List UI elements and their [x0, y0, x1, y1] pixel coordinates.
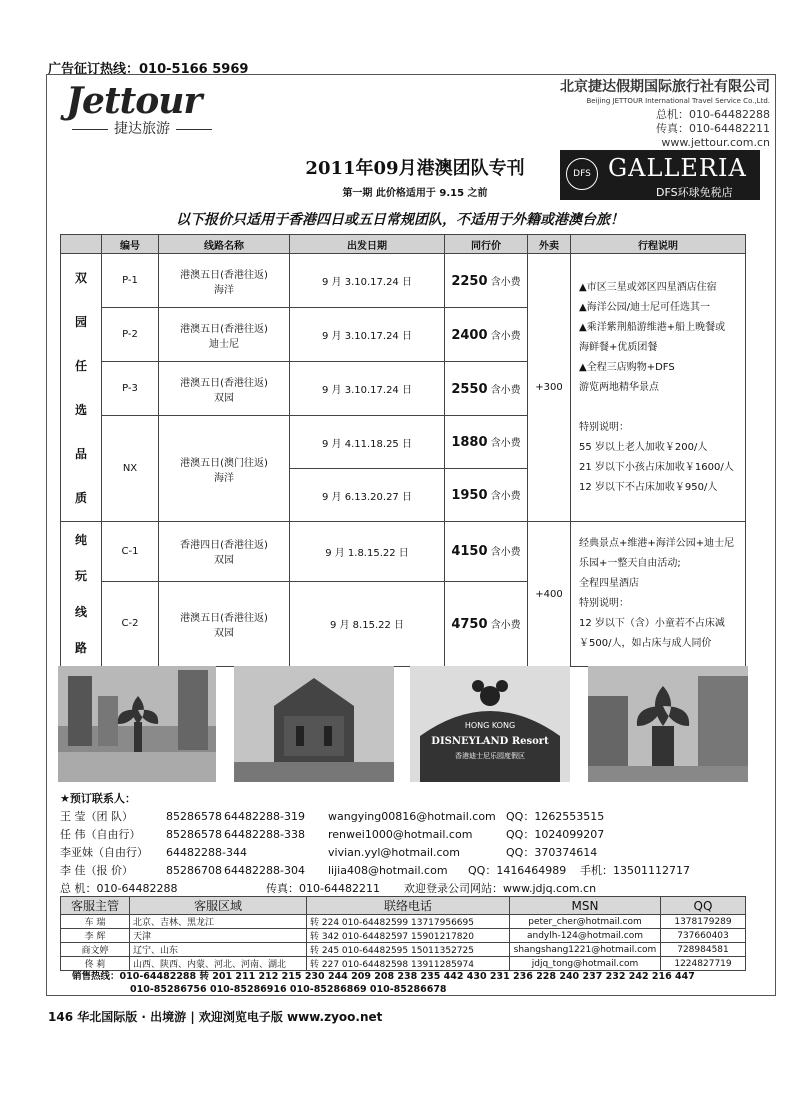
galleria-cn: DFS环球免税店: [656, 186, 733, 199]
table-header-cell: 出发日期: [290, 235, 445, 254]
note-line: 55 岁以上老人加收￥200/人: [579, 441, 708, 453]
extra-price: +300: [528, 254, 571, 522]
route-code: P-1: [102, 254, 159, 308]
company-fax: 传真：010-64482211: [656, 122, 770, 135]
photo-ruins-st-paul: [234, 666, 394, 782]
note-line: [579, 398, 737, 418]
note-line: ▲市区三星或郊区四星酒店住宿: [579, 281, 717, 293]
photo-golden-bauhinia: [588, 666, 748, 782]
route-name: 港澳五日(香港往返) 双园: [159, 362, 290, 416]
depart-date: 9 月 3.10.17.24 日: [290, 254, 445, 308]
depart-date: 9 月 6.13.20.27 日: [290, 469, 445, 522]
contact-row: 李 佳（报 价） 85286708 64482288-304 lijia408@hotmail.com QQ：1416464989 手机：13501112717: [60, 864, 690, 877]
depart-date: 9 月 8.15.22 日: [290, 581, 445, 666]
note-line: 21 岁以下小孩占床加收￥1600/人: [579, 461, 734, 473]
route-code: C-1: [102, 522, 159, 582]
route-name: 香港四日(香港往返) 双园: [159, 522, 290, 582]
photo-disneyland: [410, 666, 570, 782]
route-code: P-2: [102, 308, 159, 362]
route-code: P-3: [102, 362, 159, 416]
disney-text-3: 香港迪士尼乐园度假区: [455, 752, 525, 760]
note-line: ▲乘洋紫荆船游维港+船上晚餐或: [579, 321, 726, 333]
disney-text-1: HONG KONG: [464, 721, 516, 730]
itinerary-note: [571, 254, 746, 522]
company-name-cn: 北京捷达假期国际旅行社有限公司: [560, 79, 770, 95]
table-row: 佟 莉 山西、陕西、内蒙、河北、河南、湖北 转 227 010-64482598 13911285974 jdjq_tong@hotmail.com 1224827719: [61, 957, 746, 971]
page-subtitle: 第一期 此价格适用于 9.15 之前: [342, 188, 488, 199]
note-line: ▲海洋公园/迪士尼可任选其一: [579, 301, 711, 313]
page-footer: 146 华北国际版 · 出境游 | 欢迎浏览电子版 www.zyoo.net: [48, 1010, 383, 1024]
table-header-cell: 行程说明: [571, 235, 746, 254]
table-header-cell: [61, 235, 102, 254]
table-header: [61, 235, 746, 254]
tour-table: [60, 234, 746, 667]
route-name: 港澳五日(香港往返) 双园: [159, 581, 290, 666]
itinerary-note: [571, 522, 746, 667]
sales-hotline: 销售热线：010-64482288 转 201 211 212 215 230 244 209 208 238 235 442 430 231 236 228 240 237 232 242 216 447 010-85286756 010-85286916 010-85286869 010-85286678: [72, 971, 695, 995]
galleria-word: GALLERIA: [608, 154, 747, 182]
price: 1880 含小费: [445, 416, 528, 469]
extra-price: +400: [528, 522, 571, 667]
group-label: 纯玩线路: [61, 522, 102, 667]
route-code: C-2: [102, 581, 159, 666]
note-line: 12 岁以下（含）小童若不占床减: [579, 618, 725, 629]
company-name-en: Beijing JETTOUR International Travel Service Co.,Ltd.: [586, 97, 770, 105]
note-line: 全程四星酒店: [579, 578, 639, 589]
table-header-cell: 编号: [102, 235, 159, 254]
route-code: NX: [102, 416, 159, 522]
service-header: 客服主管 客服区域 联络电话 MSN QQ: [61, 897, 746, 915]
note-line: 海鲜餐+优质团餐: [579, 341, 658, 353]
contact-row: 王 莹（团 队） 85286578 64482288-319 wangying00816@hotmail.com QQ：1262553515: [60, 810, 605, 823]
depart-date: 9 月 3.10.17.24 日: [290, 308, 445, 362]
note-line: 特别说明：: [579, 421, 629, 433]
contact-row: 任 伟（自由行） 85286578 64482288-338 renwei1000@hotmail.com QQ：1024099207: [60, 828, 605, 841]
dfs-emblem: DFS: [566, 158, 598, 190]
company-phone: 总机：010-64482288: [656, 108, 770, 121]
note-line: 特别说明：: [579, 598, 629, 609]
note-line: ▲全程三店购物+DFS: [579, 361, 675, 373]
note-line: 游览两地精华景点: [579, 381, 659, 393]
note-line: ￥500/人，如占床与成人同价: [579, 638, 712, 649]
company-web[interactable]: www.jettour.com.cn: [661, 136, 770, 149]
company-info: [560, 80, 770, 150]
depart-date: 9 月 4.11.18.25 日: [290, 416, 445, 469]
photo-bauhinia-square: [58, 666, 216, 782]
table-row: [61, 254, 746, 308]
route-name: 港澳五日(澳门往返) 海洋: [159, 416, 290, 522]
depart-date: 9 月 3.10.17.24 日: [290, 362, 445, 416]
table-row: [61, 522, 746, 582]
page-title: 2011年09月港澳团队专刊: [305, 158, 525, 179]
price: 2250 含小费: [445, 254, 528, 308]
note-line: 乐园+一整天自由活动;: [579, 558, 681, 569]
jettour-logo: [66, 80, 226, 144]
table-header-cell: 线路名称: [159, 235, 290, 254]
contact-main: 总 机：010-64482288 传真：010-64482211 欢迎登录公司网站：www.jdjq.com.cn: [60, 882, 597, 895]
route-name: 港澳五日(香港往返) 迪士尼: [159, 308, 290, 362]
galleria-ad: [560, 150, 760, 200]
table-row: 李 辉 天津 转 342 010-64482597 15901217820 andylh-124@hotmail.com 737660403: [61, 929, 746, 943]
contact-row: 李亚妹（自由行） 64482288-344 vivian.yyl@hotmail.com QQ：370374614: [60, 846, 598, 859]
depart-date: 9 月 1.8.15.22 日: [290, 522, 445, 582]
price: 4150 含小费: [445, 522, 528, 582]
disney-text-2: DISNEYLAND Resort: [431, 736, 549, 747]
price: 2400 含小费: [445, 308, 528, 362]
price: 2550 含小费: [445, 362, 528, 416]
group-label: 双园任选品质: [61, 254, 102, 522]
table-row: 车 瑞 北京、吉林、黑龙江 转 224 010-64482599 13717956695 peter_cher@hotmail.com 1378179289: [61, 915, 746, 929]
notice: 以下报价只适用于香港四日或五日常规团队，不适用于外籍或港澳台旅！: [176, 212, 624, 228]
logo-main: Jettour: [66, 80, 202, 122]
table-row: 商文婷 辽宁、山东 转 245 010-64482595 15011352725 shangshang1221@hotmail.com 728984581: [61, 943, 746, 957]
route-name: 港澳五日(香港往返) 海洋: [159, 254, 290, 308]
contacts-header: ★预订联系人：: [60, 792, 136, 805]
contacts: [60, 790, 690, 898]
price: 4750 含小费: [445, 581, 528, 666]
service-table: [60, 896, 746, 971]
table-header-cell: 同行价: [445, 235, 528, 254]
ad-hotline: 广告征订热线：010-5166 5969: [48, 62, 249, 77]
table-header-cell: 外卖: [528, 235, 571, 254]
note-line: 经典景点+维港+海洋公园+迪士尼: [579, 538, 735, 549]
price: 1950 含小费: [445, 469, 528, 522]
logo-sub: 捷达旅游: [66, 118, 226, 138]
note-line: 12 岁以下不占床加收￥950/人: [579, 481, 718, 493]
